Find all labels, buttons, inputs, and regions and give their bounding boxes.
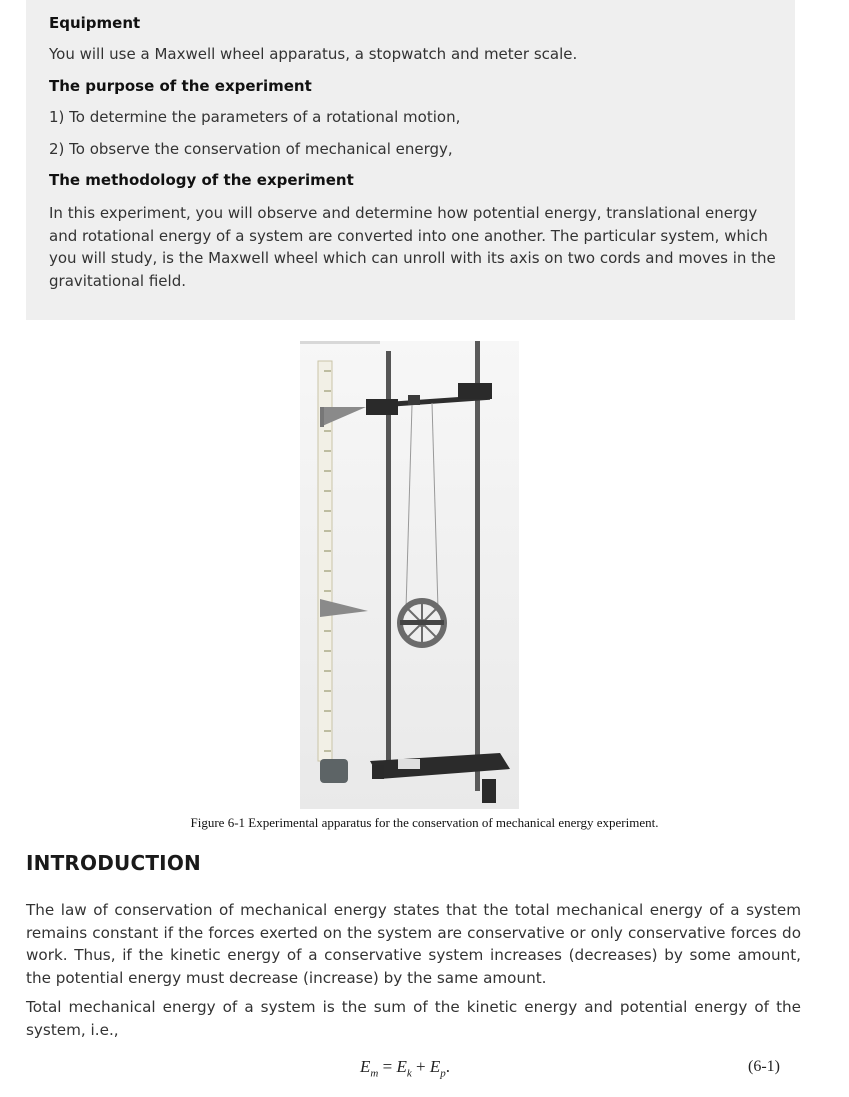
equipment-heading: Equipment xyxy=(49,14,141,32)
eq-subscript: p xyxy=(440,1067,446,1080)
section-title-introduction: INTRODUCTION xyxy=(26,851,201,875)
intro-paragraph-2: Total mechanical energy of a system is the sum of the kinetic energy and potential energy of the system, i.e., xyxy=(26,998,801,1039)
purpose-item: 2) To observe the conservation of mechanical energy, xyxy=(49,140,453,158)
eq-term: E xyxy=(429,1057,441,1076)
eq-term: E xyxy=(396,1057,407,1076)
purpose-heading: The purpose of the experiment xyxy=(49,77,312,95)
equation-6-1 xyxy=(360,1057,450,1079)
eq-subscript: k xyxy=(406,1067,412,1080)
eq-operator: = xyxy=(378,1057,397,1076)
purpose-item: 1) To determine the parameters of a rotational motion, xyxy=(49,108,461,126)
maxwell-wheel-apparatus-illustration xyxy=(300,341,519,809)
intro-paragraph: The law of conservation of mechanical energy states that the total mechanical energy of a system remains constant if the forces exerted on the system are conservative or only conservative forces do work. Thus, if the kinetic energy of a conservative system increases (decreases) by some amount, the potential energy must decrease (increase) by the same amount. xyxy=(26,901,801,987)
eq-period: . xyxy=(445,1057,450,1076)
figure-caption: Figure 6-1 Experimental apparatus for the conservation of mechanical energy experiment. xyxy=(190,815,659,830)
methodology-heading: The methodology of the experiment xyxy=(49,171,354,189)
info-box xyxy=(26,0,795,320)
equipment-text: You will use a Maxwell wheel apparatus, a stopwatch and meter scale. xyxy=(49,45,578,63)
eq-term: E xyxy=(360,1057,371,1076)
equation-number: (6-1) xyxy=(748,1058,780,1075)
methodology-text: In this experiment, you will observe and determine how potential energy, translational energy and rotational energy of a system are converted into one another. The particular system, which you will study, is the Maxwell wheel which can unroll with its axis on two cords and moves in the gravitational field. xyxy=(49,204,776,290)
eq-operator: + xyxy=(411,1057,430,1076)
apparatus-photo xyxy=(300,341,519,809)
eq-subscript: m xyxy=(370,1067,379,1080)
